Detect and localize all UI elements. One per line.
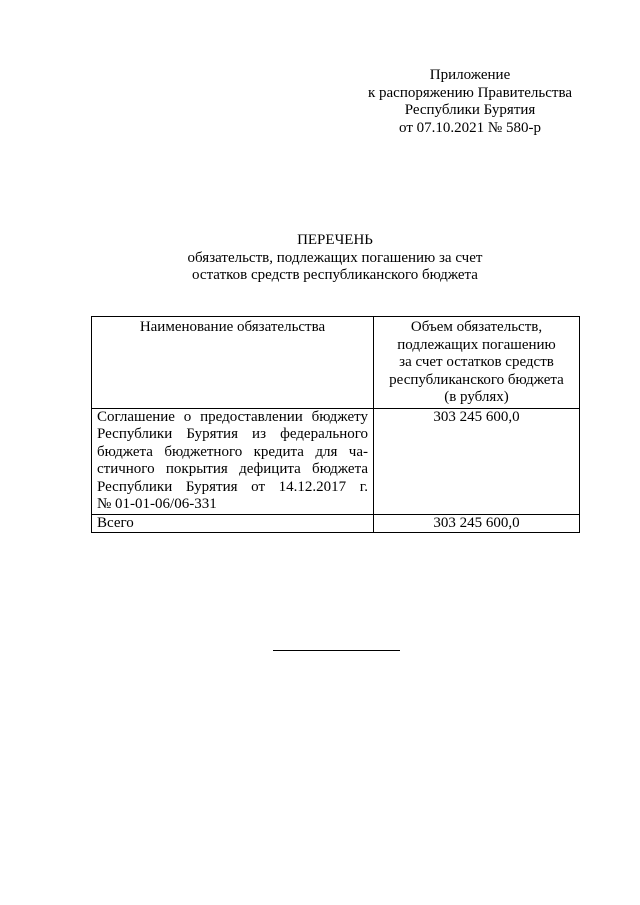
header-amount-line: (в рублях) — [444, 389, 509, 405]
obligation-name-line: Республики Бурятия из федерального — [97, 426, 368, 442]
header-amount-line: Объем обязательств, — [410, 319, 543, 335]
end-divider — [273, 650, 400, 651]
appendix-line: Приложение — [429, 67, 511, 83]
appendix-line: Республики Бурятия — [404, 102, 536, 118]
table-row — [92, 408, 580, 514]
appendix-line: к распоряжению Правительства — [367, 84, 572, 101]
document-title — [90, 232, 580, 285]
obligations-table — [91, 316, 580, 533]
total-amount: 303 245 600,0 — [374, 514, 580, 533]
appendix-block — [345, 67, 595, 137]
obligation-amount-cell: 303 245 600,0 — [374, 408, 580, 514]
obligation-name-line: Республики Бурятия от 14.12.2017 г. — [97, 478, 368, 495]
header-amount — [374, 317, 580, 409]
table-header-row — [92, 317, 580, 409]
table-total-row — [92, 514, 580, 533]
obligation-name-cell — [92, 408, 374, 514]
obligation-name-line: стичного покрытия дефицита бюджета — [97, 461, 368, 477]
title-subtitle-line: обязательств, подлежащих погашению за счет — [187, 249, 483, 266]
header-amount-line: за счет остатков средств — [399, 354, 554, 370]
header-name: Наименование обязательства — [92, 317, 374, 409]
obligation-name-line: бюджета бюджетного кредита для ча- — [97, 443, 368, 460]
title-heading: ПЕРЕЧЕНЬ — [297, 232, 373, 248]
appendix-line: от 07.10.2021 № 580-р — [399, 119, 541, 136]
header-amount-line: подлежащих погашению — [397, 336, 556, 353]
title-subtitle-line: остатков средств республиканского бюджета — [192, 267, 478, 283]
total-label: Всего — [92, 514, 374, 533]
obligation-name-line: № 01-01-06/06-331 — [97, 496, 217, 512]
header-amount-line: республиканского бюджета — [389, 371, 564, 388]
obligation-name-line: Соглашение о предоставлении бюджету — [97, 408, 368, 425]
